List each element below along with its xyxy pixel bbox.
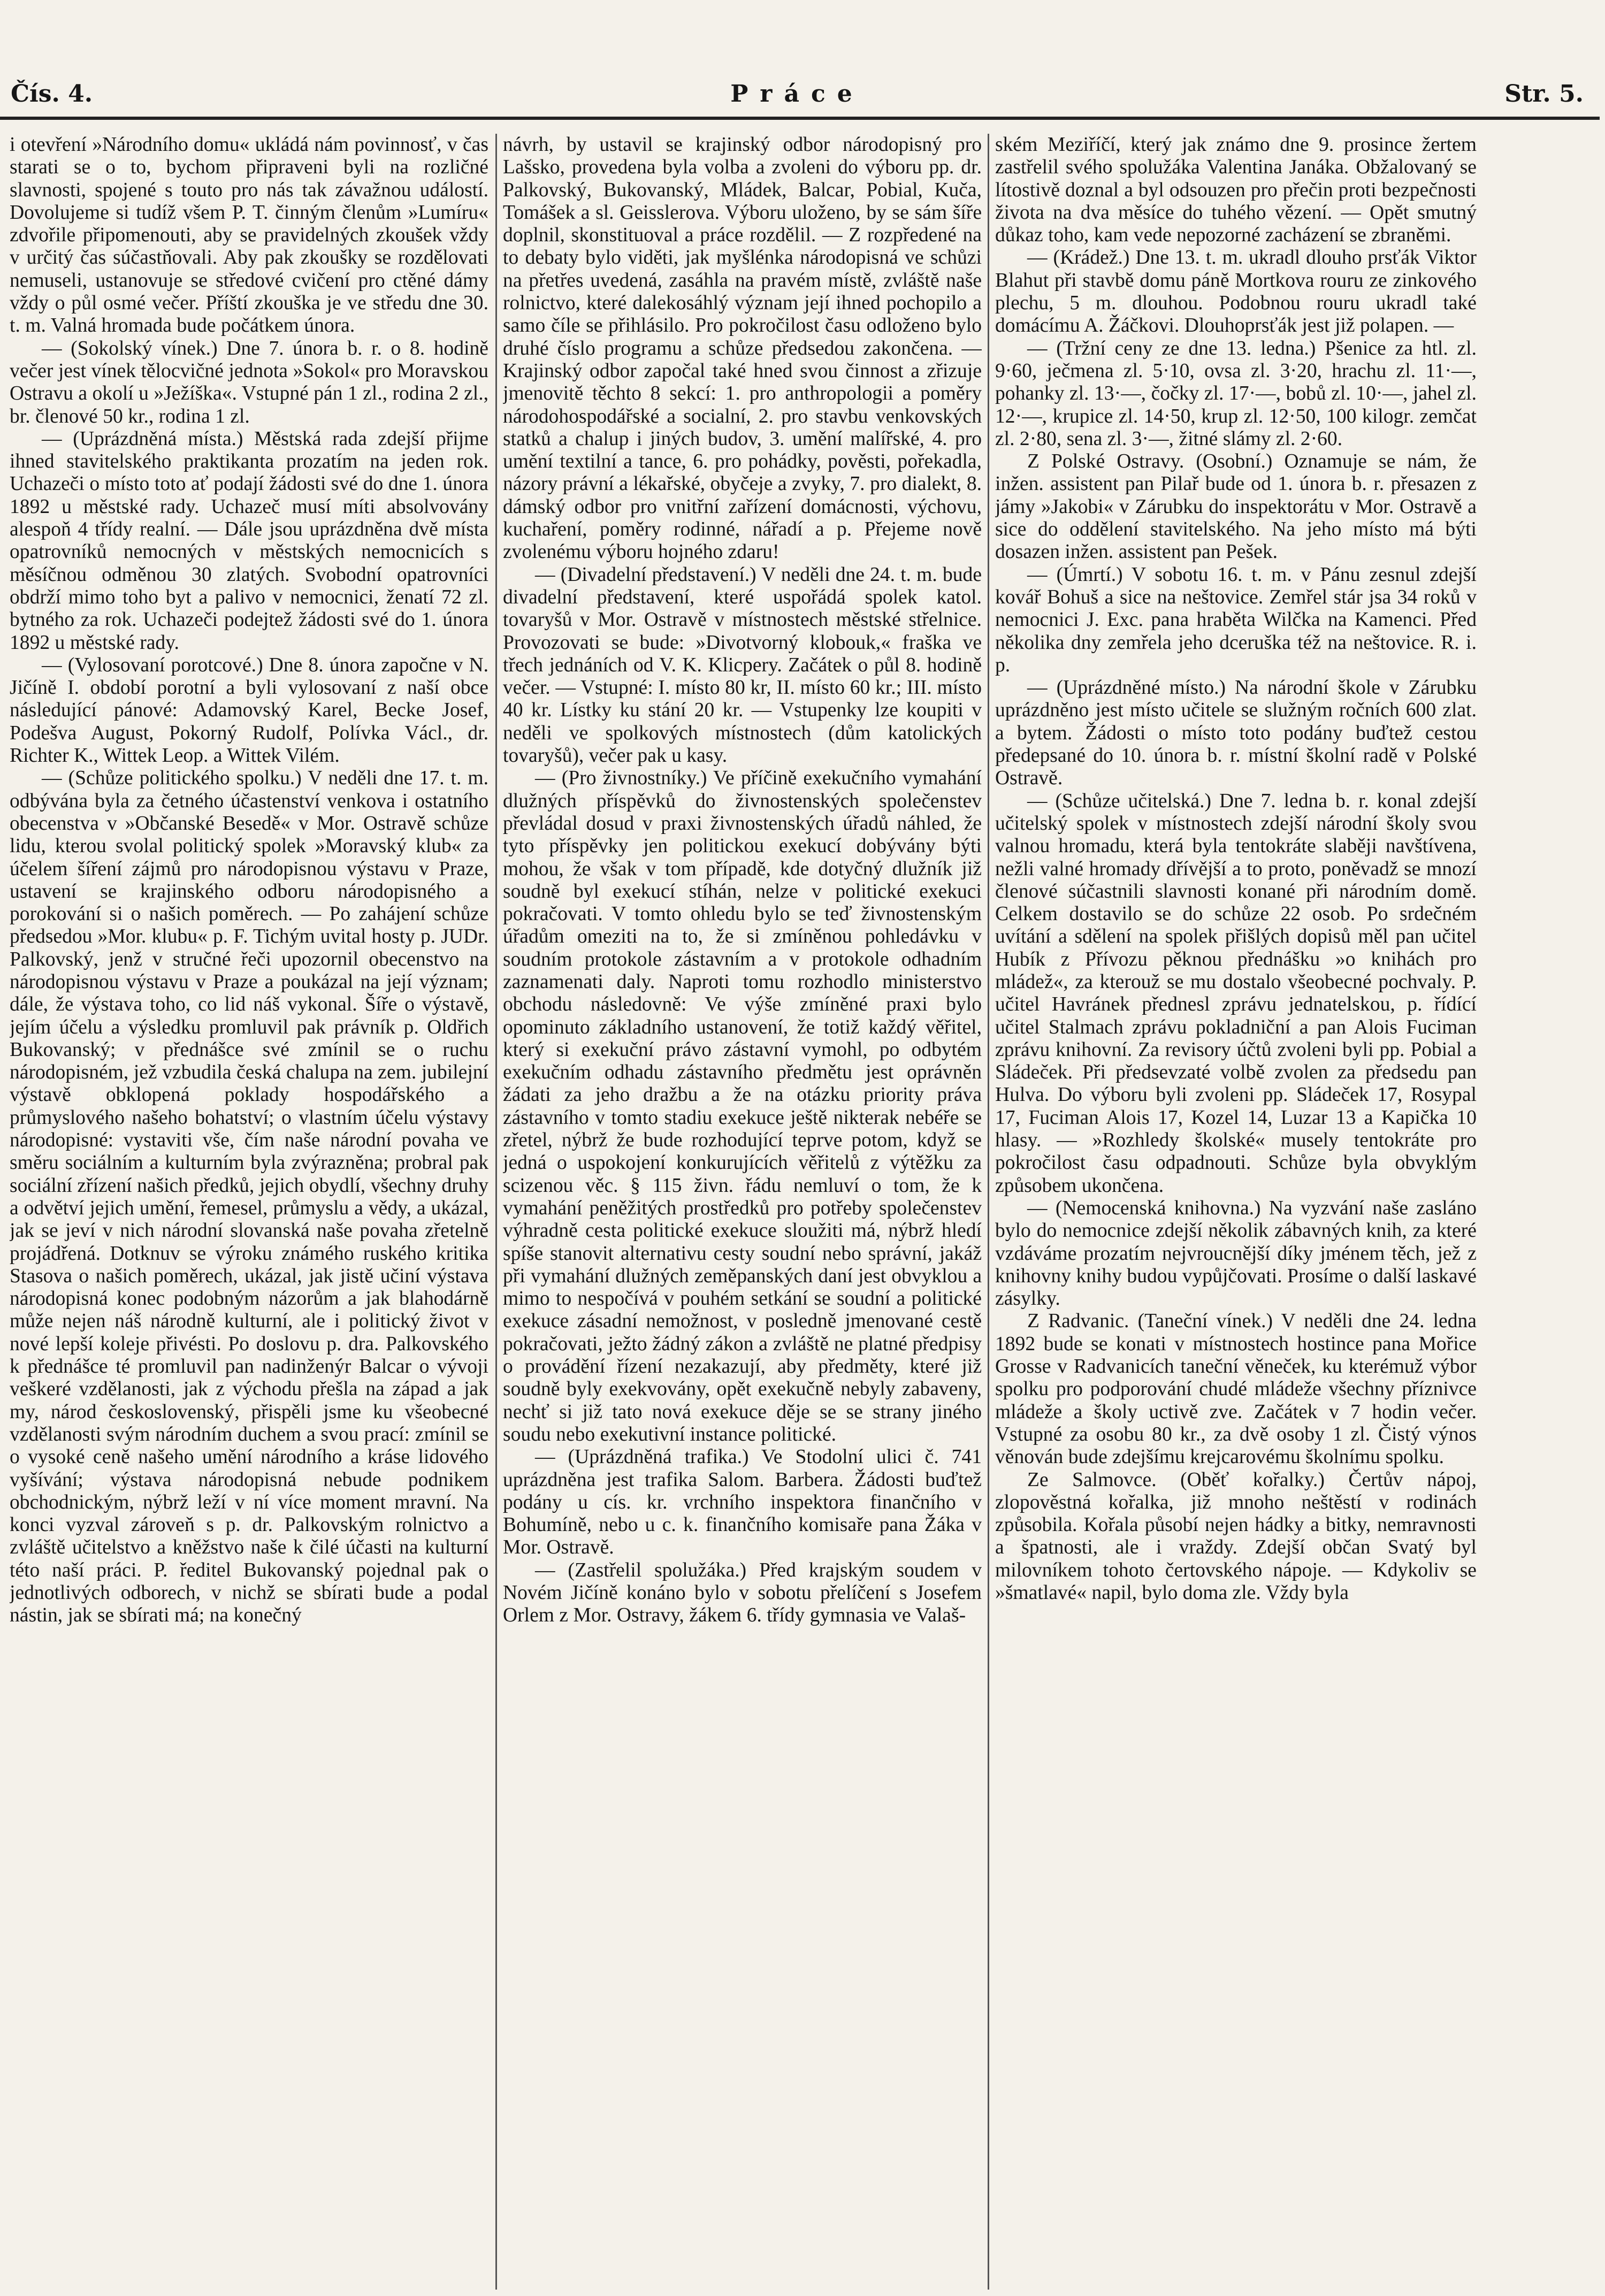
article-paragraph: — (Schůze politického spolku.) V neděli dne 17. t. m. odbývána byla za četného účastenství venkova i ostatního obecenstva v »Občanské Besedě« v Mor. Ostravě schůze lidu, kterou svolal politický spolek »Moravský klub« za účelem šíření zájmů pro národopisnou výstavu v Praze, ustavení se krajinského odboru národopisného a porokování si o našich poměrech. — Po zahájení schůze předsedou »Mor. klubu« p. F. Tichým uvital hosty p. JUDr. Palkovský, jenž v stručné řeči upozornil obecenstvo na národopisnou výstavu v Praze a poukázal na její význam; dále, že výstava toho, co lid náš vykonal. Šíře o výstavě, jejím účelu a výsledku promluvil pak právník p. Oldřich Bukovanský; v přednášce své zmínil se o ruchu národopisném, jež vzbudila česká chalupa na zem. jubilejní výstavě obklopená poklady hospodářského a průmyslového našeho bohatství; o vlastním účelu výstavy národopisné: vystaviti vše, čím naše národní povaha ve směru sociálním a kulturním byla zvýrazněna; probral pak sociální zřízení našich předků, jejich obydlí, všechny druhy a odvětví jejich umění, řemesel, průmyslu a vědy, a ukázal, jak se jeví v nich národní slovanská naše povaha zřetelně projádřená. Dotknuv se výroku známého ruského kritika Stasova o našich poměrech, ukázal, jak jistě učiní výstava národopisná konec podobným názorům a jak blahodárně může nejen náš národně kulturní, ale i politický život v nové lepší koleje přivésti. Po doslovu p. dra. Palkovského k přednášce té promluvil pan nadinženýr Balcar o vývoji veškeré vzdělanosti, jak z východu přešla na západ a jak my, národ československý, přispěli jsme ku všeobecné vzdělanosti svým národním duchem a svou prací: zmínil se o vysoké ceně našeho umění národního a kráse lidového vyšívání; výstava národopisná nebude podnikem obchodnickým, nýbrž leží v ní více moment mravní. Na konci vyzval zároveň s p. dr. Palkovským rolnictvo a zvláště učitelstvo a kněžstvo naše k čilé účasti na kulturní této naší práci. P. ředitel Bukovanský pojednal pak o jednotlivých odborech, v nichž se sbírati bude a podal nástin, jak se sbírati má; na konečný <box>10 767 488 1627</box>
article-paragraph: Z Polské Ostravy. (Osobní.) Oznamuje se nám, že inžen. assistent pan Pilař bude od 1. února b. r. přesazen z jámy »Jakobi« v Zárubku do inspektorátu v Mor. Ostravě a sice do oddělení stavitelského. Na jeho místo má býti dosazen inžen. assistent pan Pešek. <box>995 450 1477 563</box>
article-paragraph: — (Uprázdněné místo.) Na národní škole v Zárubku uprázdněno jest místo učitele se služným ročních 600 zlat. a bytem. Žádosti o místo toto podány buďtež cestou předepsané do 10. února b. r. místní školní radě v Polské Ostravě. <box>995 677 1477 790</box>
column-3 <box>995 134 1477 2284</box>
column-1 <box>10 134 488 2284</box>
article-paragraph: — (Úmrtí.) V sobotu 16. t. m. v Pánu zesnul zdejší kovář Bohuš a sice na neštovice. Zemřel stár jsa 34 roků v nemocnici J. Exc. pana hraběta Wilčka na Kamenci. Před několika dny zemřela jeho dceruška též na neštovice. R. i. p. <box>995 563 1477 676</box>
article-paragraph: — (Uprázdněná trafika.) Ve Stodolní ulici č. 741 uprázdněna jest trafika Salom. Barbera. Žádosti buďtež podány u cís. kr. vrchního inspektora finančního v Bohumíně, nebo u c. k. finančního komisaře pana Žáka v Mor. Ostravě. <box>503 1446 982 1559</box>
article-paragraph: Ze Salmovce. (Oběť kořalky.) Čertův nápoj, zlopověstná kořalka, již mnoho neštěstí v rodinách způsobila. Kořala působí nejen hádky a bitky, nemravnosti a špatnosti, ale i vraždy. Zdejší občan Svatý byl milovníkem tohoto čertovského nápoje. — Kdykoliv se »šmatlavé« napil, bylo doma zle. Vždy byla <box>995 1468 1477 1604</box>
article-paragraph: ském Meziříčí, který jak známo dne 9. prosince žertem zastřelil svého spolužáka Valentina Janáka. Obžalovaný se lítostivě doznal a byl odsouzen pro přečin proti bezpečnosti života na dva měsíce do tuhého vězení. — Opět smutný důkaz toho, kam vede nepozorné zacházení se zbraněmi. <box>995 134 1477 247</box>
article-paragraph: návrh, by ustavil se krajinský odbor národopisný pro Lašsko, provedena byla volba a zvoleni do výboru pp. dr. Palkovský, Bukovanský, Mládek, Balcar, Pobial, Kuča, Tomášek a sl. Geisslerova. Výboru uloženo, by se sám šíře doplnil, skonstituoval a práce rozdělil. — Z rozpředené na to debaty bylo viděti, jak myšlénka národopisná ve schůzi na přetřes uvedená, zasáhla na pravém místě, zvláště naše rolnictvo, které dalekosáhlý význam její ihned pochopilo a samo číle se přihlásilo. Pro pokročilost času odloženo bylo druhé číslo programu a schůze předsedou zakončena. — Krajinský odbor započal také hned svou činnost a zřizuje jmenovitě těchto 8 sekcí: 1. pro anthropologii a poměry národohospodářské a socialní, 2. pro stavbu venkovských statků a chalup i jiných budov, 3. umění malířské, 4. pro umění textilní a tance, 6. pro pohádky, pověsti, pořekadla, názory právní a lékařské, obyčeje a zvyky, 7. pro dialekt, 8. dámský odbor pro vnitřní zařízení domácnosti, výchovu, kuchaření, poměry rodinné, nářadí a p. Přejeme nově zvolenému výboru hojného zdaru! <box>503 134 982 563</box>
article-paragraph: Z Radvanic. (Taneční vínek.) V neděli dne 24. ledna 1892 bude se konati v místnostech hostince pana Mořice Grosse v Radvanicích taneční věneček, ku kterémuž výbor spolku pro podporování chudé mládeže všechny příznivce mládeže a školy uctivě zve. Začátek v 7 hodin večer. Vstupné za osobu 80 kr., za dvě osoby 1 zl. Čistý výnos věnován bude zdejšímu krejcarovému školnímu spolku. <box>995 1310 1477 1468</box>
column-divider <box>988 134 989 2290</box>
article-paragraph: — (Uprázdněná místa.) Městská rada zdejší přijme ihned stavitelského praktikanta prozatím na jeden rok. Uchazeči o místo toto ať podají žádosti své do dne 1. února 1892 u městské rady. Uchazeč musí míti absolvovány alespoň 4 třídy realní. — Dále jsou uprázdněna dvě místa opatrovníků nemocných v městských nemocnicích s měsíčnou odměnou 30 zlatých. Svobodní opatrovníci obdrží mimo toho byt a palivo v nemocnici, ženatí 72 zl. bytného za rok. Uchazeči podejtež žádosti své do 1. února 1892 u městské rady. <box>10 427 488 654</box>
article-paragraph: — (Pro živnostníky.) Ve příčině exekučního vymahání dlužných příspěvků do živnostenských společenstev převládal dosud v praxi živnostenských úřadů náhled, že tyto příspěvky jen politickou exekucí dobývány býti mohou, že však v tom případě, kde dotyčný dlužník již soudně byl exekucí stíhán, nelze v politické exekuci pokračovati. V tomto ohledu bylo se teď živnostenským úřadům omeziti na to, že si zmíněnou pohledávku v soudním protokole zástavním a v protokole odhadním zaznamenati daly. Naproti tomu rozhodlo ministerstvo obchodu následovně: Ve výše zmíněné praxi bylo opominuto základního ustanovení, že totiž každý věřitel, který si exekuční právo zástavní vymohl, po odbytém exekučním odhadu zástavního předmětu jest oprávněn žádati za jeho dražbu a že na otázku priority práva zástavního v tomto stadiu exekuce ještě nikterak nebéře se zřetel, nýbrž že bude rozhodující teprve potom, když se jedná o uspokojení konkurujících věřitelů z výtěžku za scizenou věc. § 115 živn. řádu nemluví o tom, že k vymahání peněžitých prostředků pro potřeby společenstev výhradně cesta politické exekuce sloužiti má, nýbrž hledí spíše stanovit alternativu cesty soudní nebo správní, jakáž při vymahání dlužných zeměpanských daní jest obvyklou a mimo to nespočívá v pouhém setkání se soudní a politické exekuce zásadní nemožnost, v posledně jmenované cestě pokračovati, ježto žádný zákon a zvláště ne platné předpisy o provádění řízení nezakazují, aby předměty, které již soudně byly exekvovány, opět exekučně nebyly zabaveny, nechť si již tato nová exekuce děje se se strany jiného soudu nebo exekutivní instance politické. <box>503 767 982 1445</box>
article-paragraph: i otevření »Národního domu« ukládá nám povinnosť, v čas starati se o to, bychom připraveni byli na rozličné slavnosti, spojené s touto pro nás tak závažnou událostí. Dovolujeme si tudíž všem P. T. činným členům »Lumíru« zdvořile připomenouti, aby se pravidelných zkoušek vždy v určitý čas súčastňovali. Aby pak zkoušky se rozdělovati nemuseli, ustanovuje se středové cvičení pro ctěné dámy vždy o půl osmé večer. Příští zkouška je ve středu dne 30. t. m. Valná hromada bude počátkem února. <box>10 134 488 337</box>
header-rule <box>0 117 1600 120</box>
article-paragraph: — (Zastřelil spolužáka.) Před krajským soudem v Novém Jičíně konáno bylo v sobotu přelíčení s Josefem Orlem z Mor. Ostravy, žákem 6. třídy gymnasia ve Valaš- <box>503 1559 982 1627</box>
article-paragraph: — (Sokolský vínek.) Dne 7. února b. r. o 8. hodině večer jest vínek tělocvičné jednota »Sokol« pro Moravskou Ostravu a okolí u »Ježíška«. Vstupné pán 1 zl., rodina 2 zl., br. členové 50 kr., rodina 1 zl. <box>10 337 488 427</box>
newspaper-title: Práce <box>730 80 864 108</box>
article-paragraph: — (Krádež.) Dne 13. t. m. ukradl dlouho prsťák Viktor Blahut při stavbě domu páně Mortkova rouru ze zinkového plechu, 5 m. dlouhou. Podobnou rouru ukradl také domácímu A. Žáčkovi. Dlouhoprsťák jest již polapen. — <box>995 247 1477 337</box>
page-number: Str. 5. <box>1504 80 1584 108</box>
article-paragraph: — (Schůze učitelská.) Dne 7. ledna b. r. konal zdejší učitelský spolek v místnostech zdejší národní školy svou valnou hromadu, která byla tentokráte slaběji navštívena, nežli valné hromady dřívější a to proto, poněvadž se mnozí členové súčastnili slavnosti konané při národním domě. Celkem dostavilo se do schůze 22 osob. Po srdečném uvítání a sdělení na spolek přišlých dopisů měl pan učitel Hubík z Přívozu pěknou přednášku »o knihách pro mládež«, za kterouž se mu dostalo všeobecné pochvaly. P. učitel Havránek přednesl zprávu jednatelskou, p. řídící učitel Stalmach zprávu pokladniční a pan Alois Fuciman zprávu knihovní. Za revisory účtů zvoleni byli pp. Pobial a Sládeček. Při předsevzaté volbě zvolen za předsedu pan Hulva. Do výboru byli zvoleni pp. Sládeček 17, Rosypal 17, Fuciman Alois 17, Kozel 14, Luzar 13 a Kapička 10 hlasy. — »Rozhledy školské« musely tentokráte pro pokročilost času odpadnouti. Schůze byla obvyklým způsobem ukončena. <box>995 790 1477 1197</box>
article-paragraph: — (Divadelní představení.) V neděli dne 24. t. m. bude divadelní představení, které uspořádá spolek katol. tovaryšů v Mor. Ostravě v místnostech městské střelnice. Provozovati se bude: »Divotvorný klobouk,« fraška ve třech jednáních od V. K. Klicpery. Začátek o půl 8. hodině večer. — Vstupné: I. místo 80 kr, II. místo 60 kr.; III. místo 40 kr. Lístky ku stání 20 kr. — Vstupenky lze koupiti v neděli ve spolkových místnostech (dům katolických tovaryšů), večer pak u kasy. <box>503 563 982 767</box>
article-paragraph: — (Nemocenská knihovna.) Na vyzvání naše zasláno bylo do nemocnice zdejší několik zábavných knih, za které vzdáváme prozatím nejvroucnější díky jménem těch, jež z knihovny knihy budou vypůjčovati. Prosíme o další laskavé zásylky. <box>995 1197 1477 1310</box>
issue-number: Čís. 4. <box>11 80 93 108</box>
article-paragraph: — (Tržní ceny ze dne 13. ledna.) Pšenice za htl. zl. 9·60, ječmena zl. 5·10, ovsa zl. 3·20, hrachu zl. 11·—, pohanky zl. 13·—, čočky zl. 17·—, bobů zl. 10·—, jahel zl. 12·—, krupice zl. 14·50, krup zl. 12·50, 100 kilogr. zemčat zl. 2·80, sena zl. 3·—, žitné slámy zl. 2·60. <box>995 337 1477 450</box>
page-header <box>11 80 1584 118</box>
article-paragraph: — (Vylosovaní porotcové.) Dne 8. února započne v N. Jičíně I. období porotní a byli vylosovaní z naší obce následující pánové: Adamovský Karel, Becke Josef, Podešva August, Pokorný Rudolf, Polívka Václ., dr. Richter K., Wittek Leop. a Wittek Vilém. <box>10 654 488 767</box>
column-2 <box>503 134 982 2284</box>
column-divider <box>495 134 497 2290</box>
